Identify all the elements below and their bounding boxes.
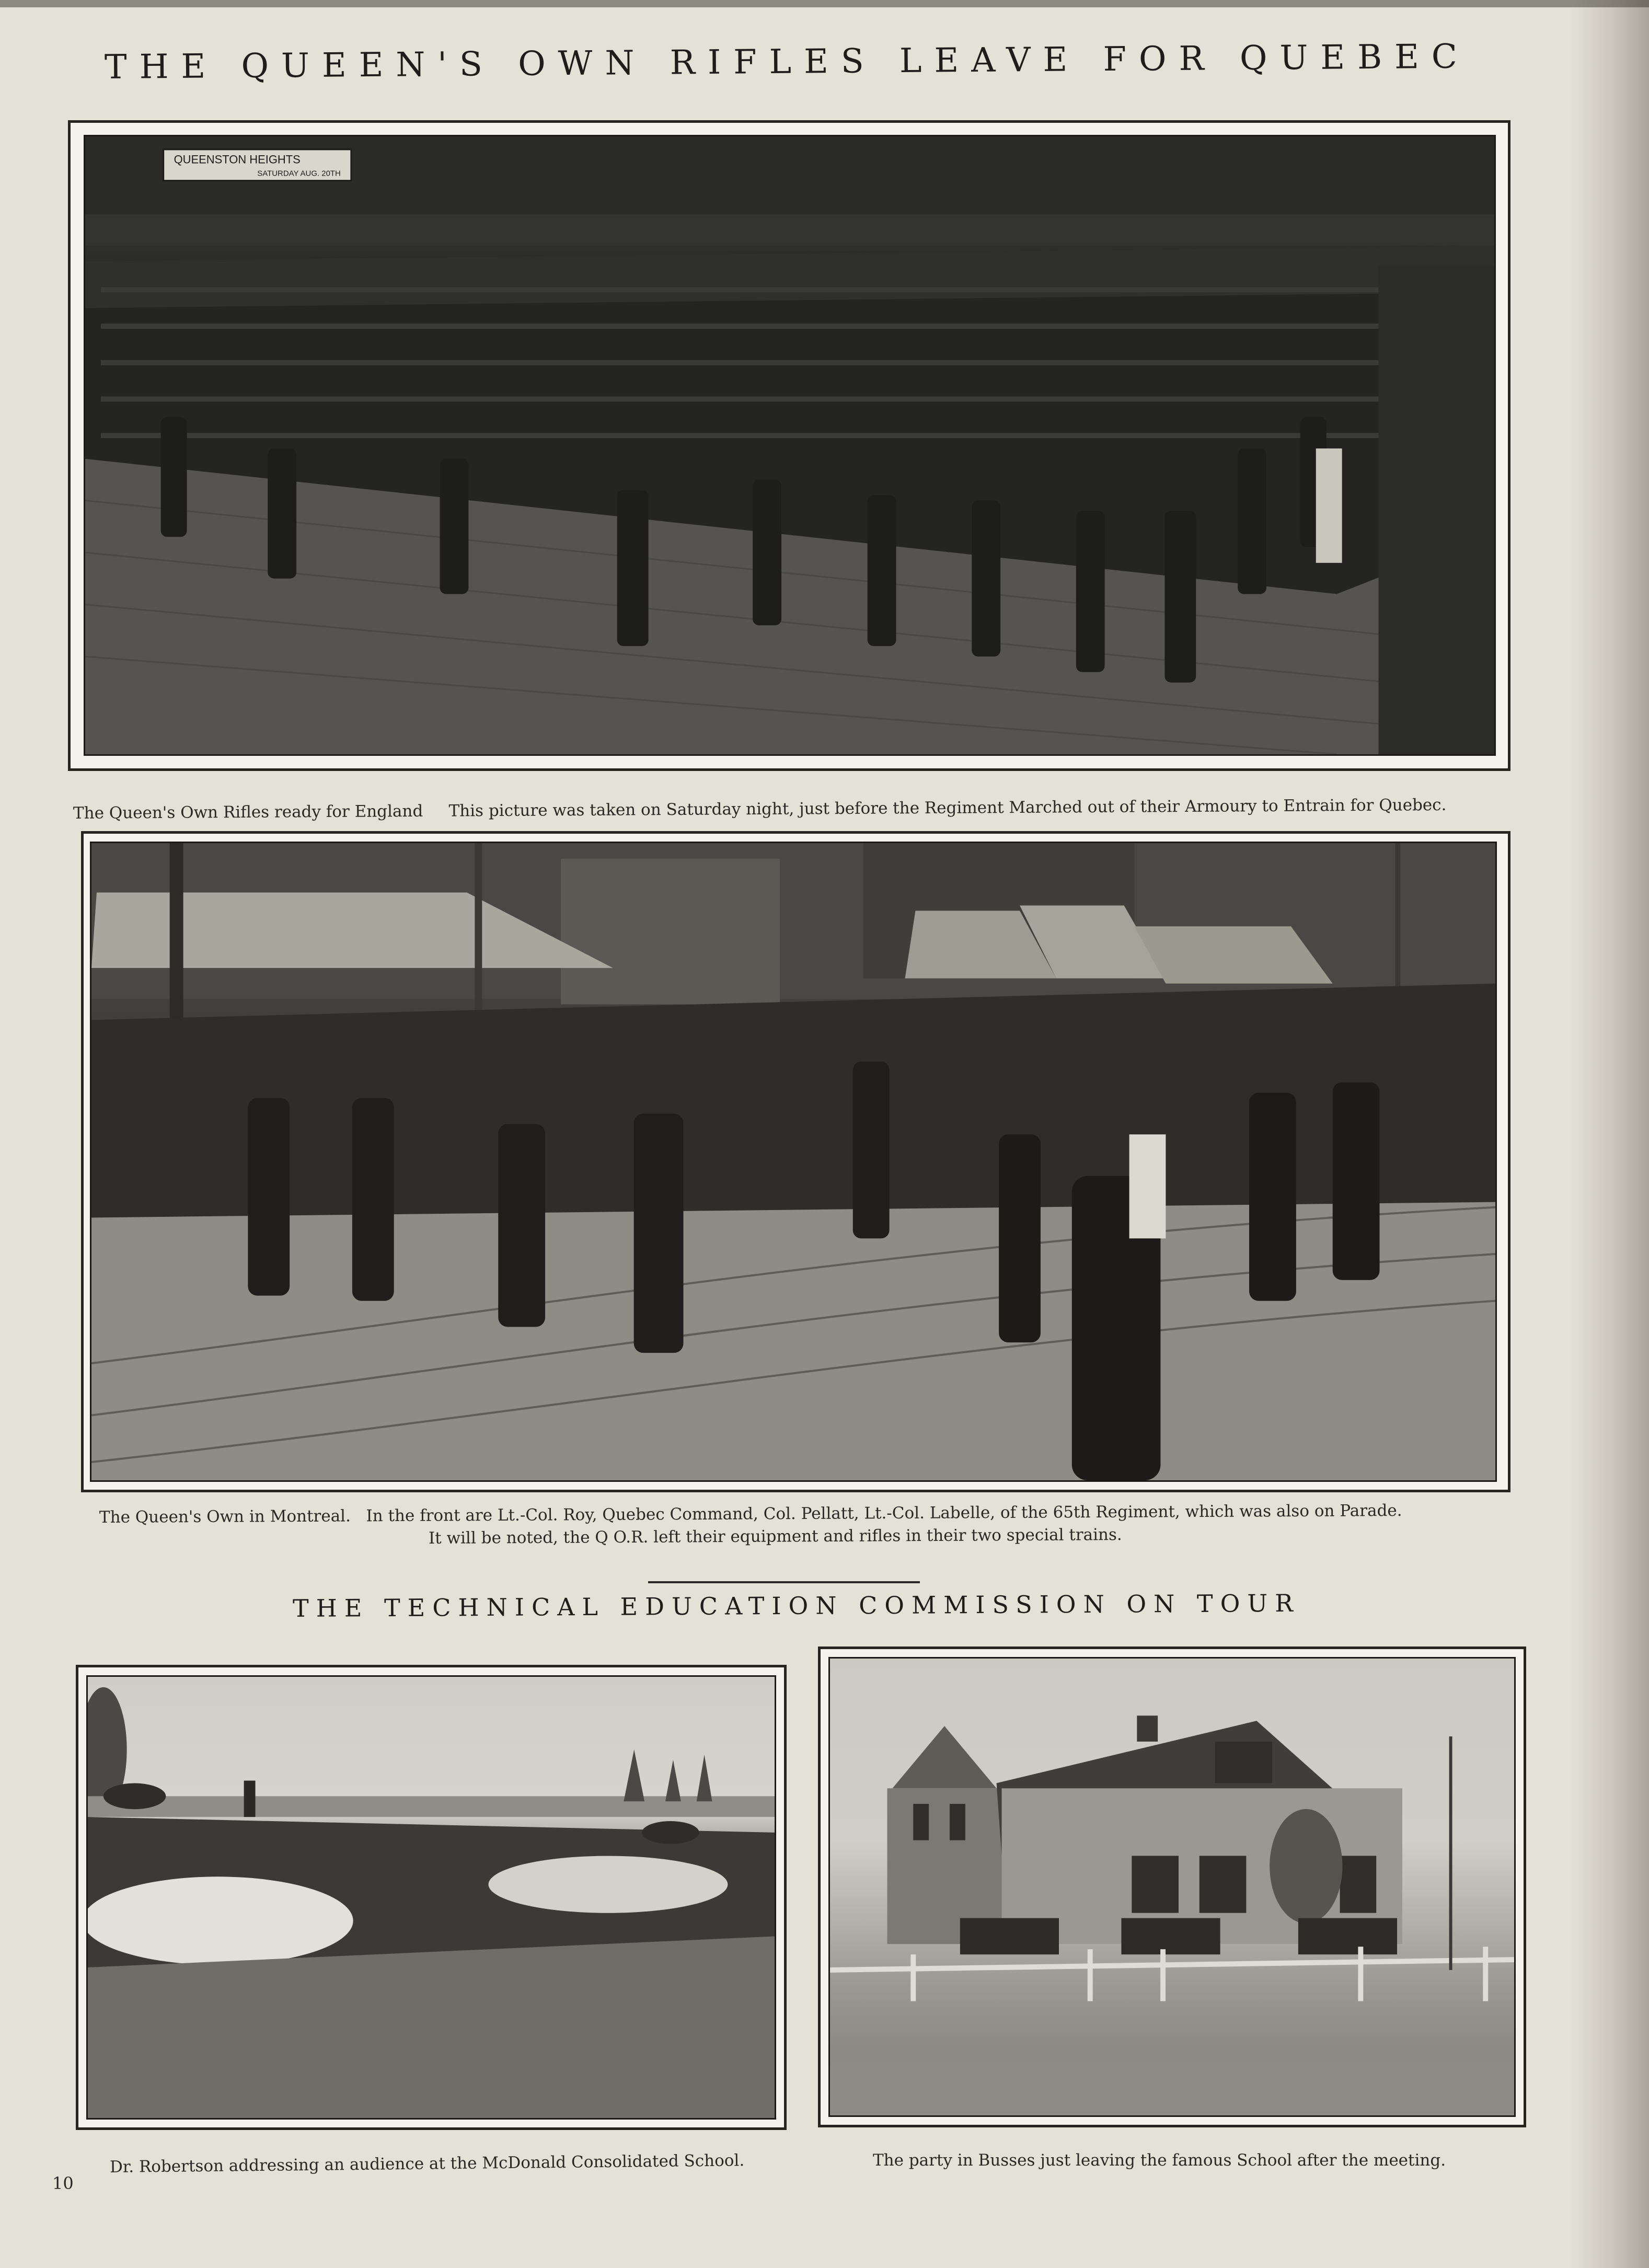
photo1-caption-title: The Queen's Own Rifles ready for England: [73, 801, 423, 823]
photo-regiment-drawing: [85, 136, 1494, 754]
photo2-caption-text: In the front are Lt.-Col. Roy, Quebec Command, Col. Pellatt, Lt.-Col. Labelle, of the 65th Regiment, which was also on Parade.: [366, 1501, 1402, 1526]
photo-regiment-ready-for-england: [84, 135, 1496, 756]
page-top-edge: [0, 0, 1649, 7]
photo1-caption: [73, 796, 1447, 823]
photo2-caption-line1: [99, 1501, 1402, 1527]
photo1-caption-text: This picture was taken on Saturday night, just before the Regiment Marched out of their Armoury to Entrain for Quebec.: [448, 795, 1447, 821]
photo-audience-drawing: [88, 1677, 775, 2118]
page-number: 10: [52, 2173, 74, 2193]
photo-montreal-drawing: [91, 843, 1495, 1480]
photo-school-drawing: [830, 1659, 1514, 2115]
section-headline: THE TECHNICAL EDUCATION COMMISSION ON TOUR: [292, 1588, 1300, 1622]
photo2-caption-title: The Queen's Own in Montreal.: [99, 1506, 351, 1527]
binding-shadow: [1571, 0, 1649, 2268]
photo-party-in-busses: [828, 1657, 1516, 2117]
photo-dr-robertson-audience: [86, 1675, 776, 2120]
sign-text-line1: QUEENSTON HEIGHTS: [174, 153, 301, 166]
sign-text-line2: SATURDAY AUG. 20TH: [257, 169, 341, 178]
photo2-caption-line2: It will be noted, the Q O.R. left their equipment and rifles in their two special trains.: [428, 1525, 1122, 1548]
photo3-caption: Dr. Robertson addressing an audience at the McDonald Consolidated School.: [109, 2151, 745, 2177]
photo-queens-own-in-montreal: [90, 842, 1497, 1482]
photo4-caption: The party in Busses just leaving the famous School after the meeting.: [873, 2151, 1446, 2170]
page-headline: THE QUEEN'S OWN RIFLES LEAVE FOR QUEBEC: [104, 37, 1470, 87]
section-divider-rule: [648, 1581, 920, 1583]
